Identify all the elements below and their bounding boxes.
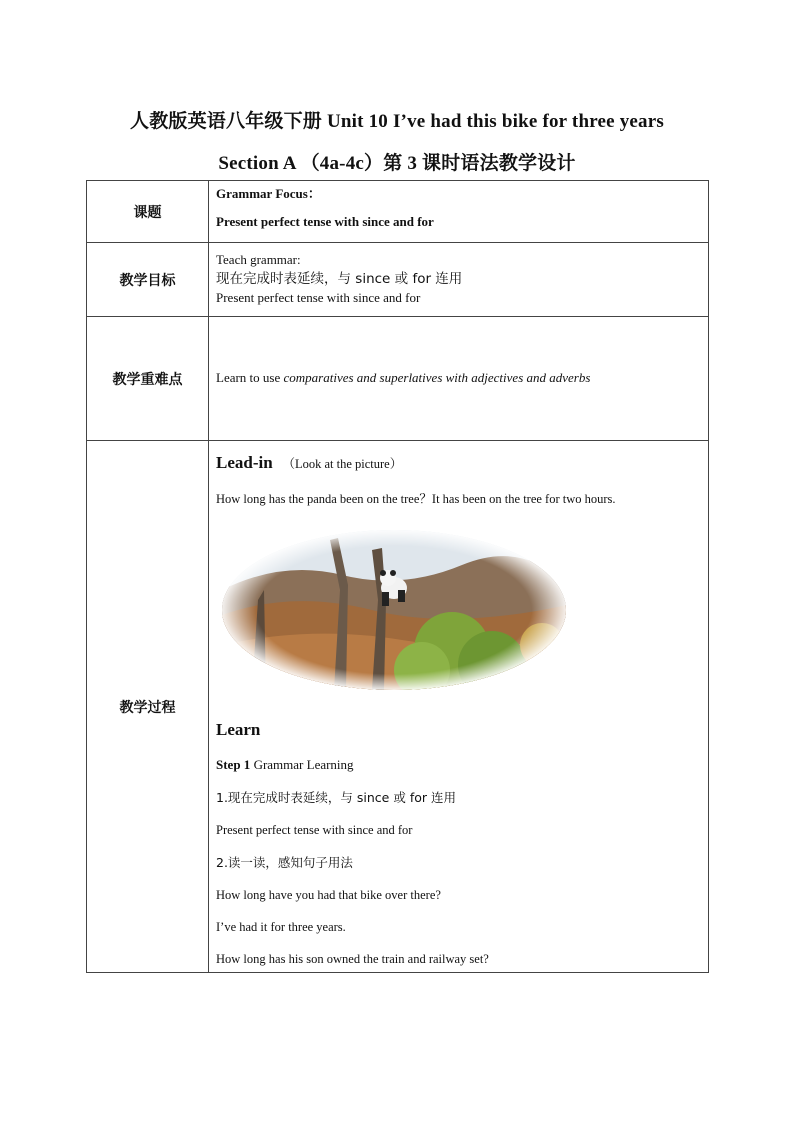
topic-line2: Present perfect tense with since and for (216, 213, 434, 229)
keypoints-text (216, 369, 701, 388)
example1: How long have you had that bike over there? (216, 887, 441, 902)
row-keypoints (87, 317, 709, 441)
step1-heading (216, 756, 701, 775)
example2: I’ve had it for three years. (216, 919, 346, 934)
row-topic (87, 181, 709, 243)
learn-title: Learn (216, 719, 261, 739)
leadin-note: （Look at the picture） (282, 457, 403, 471)
label-goals: 教学目标 (87, 243, 209, 317)
row-goals (87, 243, 709, 317)
item2: 2.读一读，感知句子用法 (216, 854, 353, 870)
leadin-title: Lead-in (216, 453, 273, 472)
item1: 1.现在完成时表延续，与 since 或 for 连用 (216, 790, 456, 806)
goals-line2: 现在完成时表延续，与 since 或 for 连用 (216, 270, 463, 287)
item1-en: Present perfect tense with since and for (216, 823, 413, 838)
document-title-line1: 人教版英语八年级下册 Unit 10 I’ve had this bike for three years (130, 111, 664, 132)
step1-bold: Step 1 (216, 757, 251, 773)
document-title-line2: Section A （4a-4c）第 3 课时语法教学设计 (218, 153, 576, 174)
label-process: 教学过程 (87, 441, 209, 973)
row-process (87, 441, 709, 973)
content-goals (209, 243, 709, 317)
leadin-question: How long has the panda been on the tree？It has been on the tree for two hours. (216, 491, 616, 506)
goals-line1: Teach grammar: (216, 252, 301, 267)
panda-tree-photo (222, 530, 567, 690)
keypoints-prefix: Learn to use (216, 370, 284, 386)
content-keypoints (209, 317, 709, 441)
goals-line3: Present perfect tense with since and for (216, 290, 421, 306)
leadin-heading (216, 451, 701, 476)
step1-text: Grammar Learning (250, 757, 354, 773)
topic-line1: Grammar Focus： (216, 186, 321, 201)
content-topic (209, 181, 709, 243)
keypoints-italic: comparatives and superlatives with adjectives and adverbs (283, 370, 591, 386)
lesson-plan-table (86, 180, 709, 973)
content-process (209, 441, 709, 973)
label-topic: 课题 (87, 181, 209, 243)
example3: How long has his son owned the train and railway set? (216, 951, 489, 966)
label-keypoints: 教学重难点 (87, 317, 209, 441)
